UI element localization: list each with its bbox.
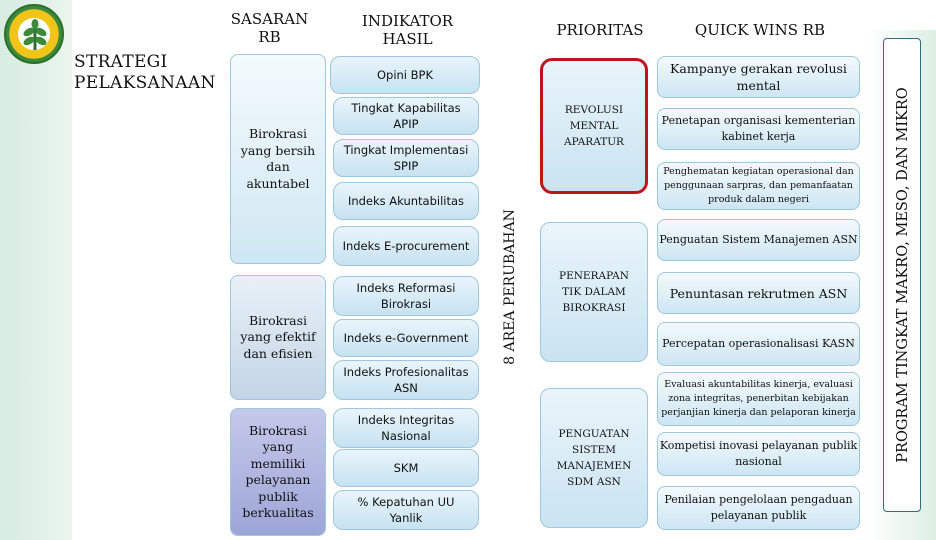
header-prioritas: PRIORITAS — [556, 21, 644, 39]
prioritas-penerapan-tik: PENERAPAN TIK DALAM BIROKRASI — [540, 222, 648, 362]
area-perubahan-label: 8 AREA PERUBAHAN — [502, 209, 518, 365]
indikator-item: Indeks Reformasi Birokrasi — [333, 276, 479, 316]
quick-win-item: Penuntasan rekrutmen ASN — [657, 272, 860, 314]
sasaran-bersih-akuntabel: Birokrasi yang bersih dan akuntabel — [230, 54, 326, 264]
logo-emblem-icon — [4, 4, 64, 64]
indikator-item: Indeks E-procurement — [333, 226, 479, 266]
quick-win-item: Percepatan operasionalisasi KASN — [657, 322, 860, 366]
sasaran-pelayanan-publik: Birokrasi yang memiliki pelayanan publik berkualitas — [230, 408, 326, 536]
header-sasaran: SASARAN RB — [230, 10, 309, 46]
quick-win-item: Evaluasi akuntabilitas kinerja, evaluasi zona integritas, penerbitan kebijakan perjanjian kinerja dan pelaporan kinerja — [657, 372, 860, 426]
prioritas-manajemen-sdm: PENGUATAN SISTEM MANAJEMEN SDM ASN — [540, 388, 648, 528]
indikator-item: Indeks Akuntabilitas — [333, 182, 479, 220]
indikator-item: Indeks e-Government — [333, 319, 479, 357]
header-quick-wins: QUICK WINS RB — [694, 21, 826, 39]
left-decor-strip — [0, 0, 72, 540]
quick-win-item: Kampanye gerakan revolusi mental — [657, 56, 860, 98]
indikator-item: Indeks Integritas Nasional — [333, 408, 479, 448]
indikator-item: SKM — [333, 449, 479, 487]
header-indikator: INDIKATOR HASIL — [361, 12, 454, 48]
indikator-item: Indeks Profesionalitas ASN — [333, 360, 479, 400]
quick-win-item: Kompetisi inovasi pelayanan publik nasional — [657, 432, 860, 476]
strategi-title: STRATEGI PELAKSANAAN — [74, 52, 216, 93]
quick-win-item: Penguatan Sistem Manajemen ASN — [657, 219, 860, 261]
program-label: PROGRAM TINGKAT MAKRO, MESO, DAN MIKRO — [895, 87, 911, 463]
sasaran-efektif-efisien: Birokrasi yang efektif dan efisien — [230, 275, 326, 400]
indikator-item: Tingkat Implementasi SPIP — [333, 139, 479, 177]
indikator-item: % Kepatuhan UU Yanlik — [333, 490, 479, 530]
quick-win-item: Penghematan kegiatan operasional dan penggunaan sarpras, dan pemanfaatan produk dalam negeri — [657, 162, 860, 210]
indikator-item: Tingkat Kapabilitas APIP — [333, 97, 479, 135]
indikator-item: Opini BPK — [330, 56, 480, 94]
quick-win-item: Penetapan organisasi kementerian kabinet kerja — [657, 108, 860, 150]
prioritas-revolusi-mental: REVOLUSI MENTAL APARATUR — [540, 58, 648, 194]
quick-win-item: Penilaian pengelolaan pengaduan pelayanan publik — [657, 486, 860, 530]
program-label-box — [883, 38, 921, 512]
